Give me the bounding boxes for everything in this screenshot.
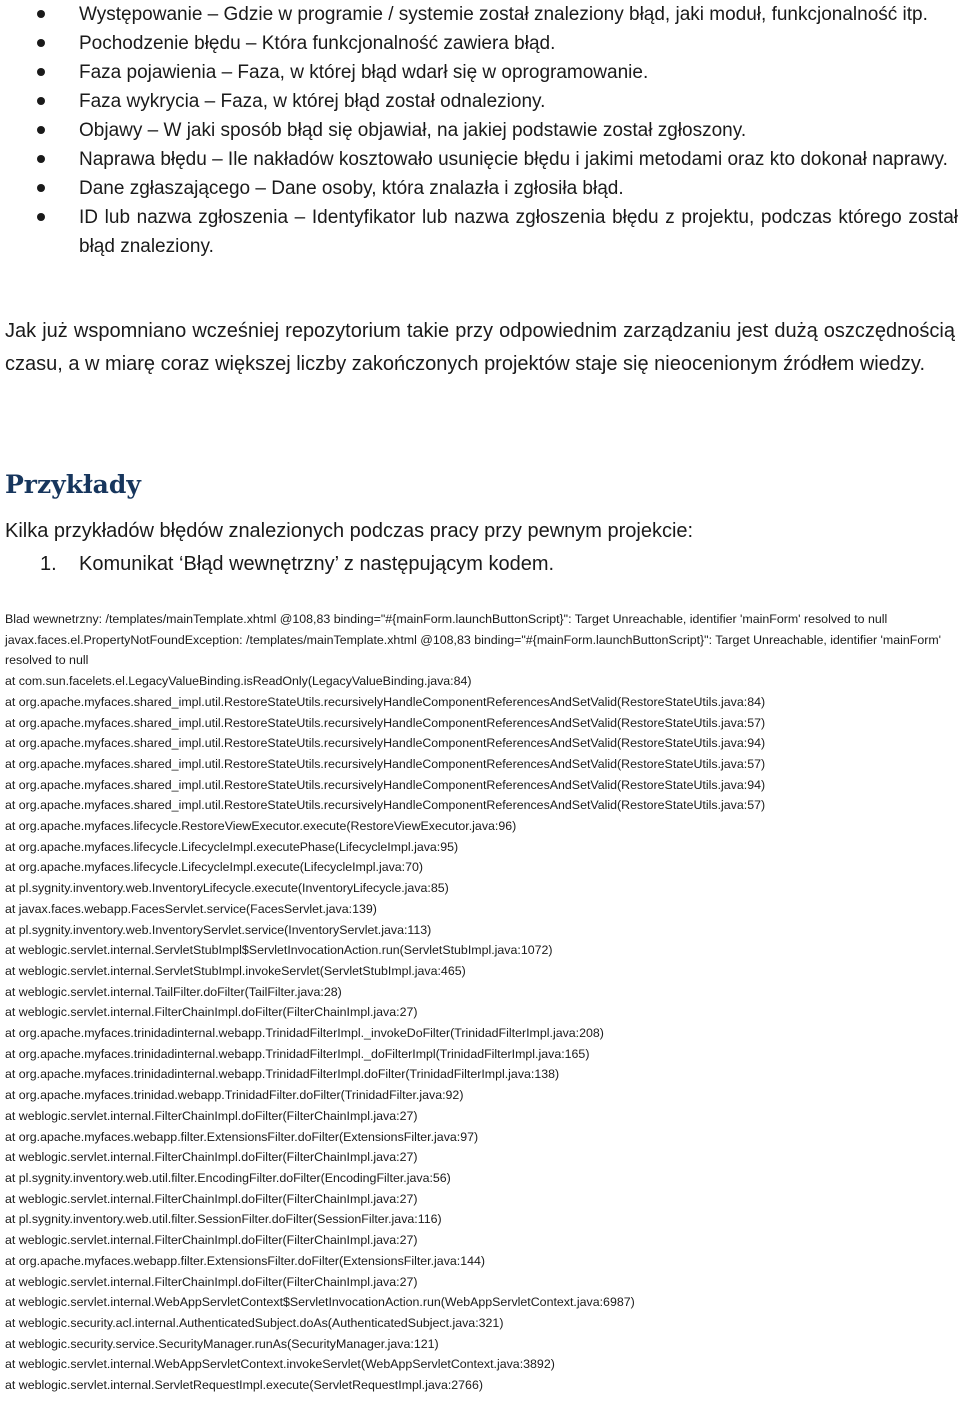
trace-line: javax.faces.el.PropertyNotFoundException: /templates/mainTemplate.xhtml @108,83 binding="#{mainForm.launchButtonScript}": Target Unreachable, identifier 'mainForm' resolved to null (5, 632, 942, 668)
numbered-item (40, 550, 554, 578)
trace-line: at weblogic.servlet.internal.FilterChainImpl.doFilter(FilterChainImpl.java:27) (5, 1150, 418, 1165)
bullet-icon (37, 39, 45, 47)
trace-line: at pl.sygnity.inventory.web.util.filter.SessionFilter.doFilter(SessionFilter.java:116) (5, 1212, 442, 1227)
section-intro: Kilka przykładów błędów znalezionych podczas pracy przy pewnym projekcie: (5, 520, 694, 542)
trace-line: at weblogic.servlet.internal.FilterChainImpl.doFilter(FilterChainImpl.java:27) (5, 1274, 418, 1289)
trace-line: at pl.sygnity.inventory.web.InventoryLifecycle.execute(InventoryLifecycle.java:85) (5, 881, 449, 896)
trace-line: at weblogic.servlet.internal.WebAppServletContext$ServletInvocationAction.run(WebAppServletContext.java:6987) (5, 1295, 635, 1310)
trace-line: at com.sun.facelets.el.LegacyValueBinding.isReadOnly(LegacyValueBinding.java:84) (5, 674, 472, 689)
trace-line: at org.apache.myfaces.lifecycle.RestoreViewExecutor.execute(RestoreViewExecutor.java:96) (5, 819, 517, 834)
trace-line: at org.apache.myfaces.shared_impl.util.RestoreStateUtils.recursivelyHandleComponentReferencesAndSetValid(RestoreStateUtils.java:57) (5, 715, 766, 730)
list-item-text: Pochodzenie błędu – Która funkcjonalność zawiera błąd. (79, 33, 556, 54)
body-paragraph: Jak już wspomniano wcześniej repozytorium takie przy odpowiednim zarządzaniu jest dużą oszczędnością czasu, a w miarę coraz większej liczby zakończonych projektów staje się nieocenionym źródłem wiedzy. (5, 320, 955, 375)
list-item (0, 174, 960, 203)
trace-line: at org.apache.myfaces.shared_impl.util.RestoreStateUtils.recursivelyHandleComponentReferencesAndSetValid(RestoreStateUtils.java:57) (5, 756, 766, 771)
trace-line: at org.apache.myfaces.shared_impl.util.RestoreStateUtils.recursivelyHandleComponentReferencesAndSetValid(RestoreStateUtils.java:57) (5, 798, 766, 813)
bullet-icon (37, 68, 45, 76)
list-item (0, 203, 960, 261)
stack-trace (5, 609, 955, 1396)
bullet-icon (37, 10, 45, 18)
list-item-text: Faza wykrycia – Faza, w której błąd został odnaleziony. (79, 91, 546, 112)
trace-line: at org.apache.myfaces.shared_impl.util.RestoreStateUtils.recursivelyHandleComponentReferencesAndSetValid(RestoreStateUtils.java:84) (5, 694, 766, 709)
trace-line: at weblogic.servlet.internal.FilterChainImpl.doFilter(FilterChainImpl.java:27) (5, 1108, 418, 1123)
list-item-text: Objawy – W jaki sposób błąd się objawiał, na jakiej podstawie został zgłoszony. (79, 120, 747, 141)
trace-line: at org.apache.myfaces.trinidadinternal.webapp.TrinidadFilterImpl._invokeDoFilter(TrinidadFilterImpl.java:208) (5, 1026, 604, 1041)
list-item (0, 58, 960, 87)
list-item (0, 116, 960, 145)
section-heading: Przykłady (5, 470, 141, 499)
list-item (0, 29, 960, 58)
trace-line: at weblogic.servlet.internal.FilterChainImpl.doFilter(FilterChainImpl.java:27) (5, 1191, 418, 1206)
list-item (0, 0, 960, 29)
list-item-text: Naprawa błędu – Ile nakładów kosztowało usunięcie błędu i jakimi metodami oraz kto dokonał naprawy. (79, 149, 948, 170)
trace-line: at weblogic.servlet.internal.ServletStubImpl.invokeServlet(ServletStubImpl.java:465) (5, 963, 466, 978)
trace-line: at org.apache.myfaces.trinidadinternal.webapp.TrinidadFilterImpl.doFilter(TrinidadFilterImpl.java:138) (5, 1067, 560, 1082)
list-item-text: Dane zgłaszającego – Dane osoby, która znalazła i zgłosiła błąd. (79, 178, 624, 199)
trace-line: at weblogic.security.service.SecurityManager.runAs(SecurityManager.java:121) (5, 1336, 439, 1351)
list-item (0, 145, 960, 174)
list-item-text: Występowanie – Gdzie w programie / systemie został znaleziony błąd, jaki moduł, funkcjonalność itp. (79, 4, 928, 25)
trace-line: at org.apache.myfaces.lifecycle.LifecycleImpl.executePhase(LifecycleImpl.java:95) (5, 839, 459, 854)
item-number: 1. (40, 553, 57, 575)
trace-line: at weblogic.servlet.internal.ServletRequestImpl.execute(ServletRequestImpl.java:2766) (5, 1378, 483, 1393)
bullet-icon (37, 155, 45, 163)
trace-line: at org.apache.myfaces.webapp.filter.ExtensionsFilter.doFilter(ExtensionsFilter.java:144) (5, 1253, 486, 1268)
trace-line: at org.apache.myfaces.trinidadinternal.webapp.TrinidadFilterImpl._doFilterImpl(TrinidadFilterImpl.java:165) (5, 1046, 590, 1061)
bullet-icon (37, 97, 45, 105)
trace-line: at org.apache.myfaces.webapp.filter.ExtensionsFilter.doFilter(ExtensionsFilter.java:97) (5, 1129, 479, 1144)
bullet-icon (37, 126, 45, 134)
trace-line: at pl.sygnity.inventory.web.InventoryServlet.service(InventoryServlet.java:113) (5, 922, 432, 937)
trace-line: at org.apache.myfaces.lifecycle.LifecycleImpl.execute(LifecycleImpl.java:70) (5, 860, 424, 875)
item-text: Komunikat ‘Błąd wewnętrzny’ z następującym kodem. (79, 553, 555, 575)
trace-line: at org.apache.myfaces.shared_impl.util.RestoreStateUtils.recursivelyHandleComponentReferencesAndSetValid(RestoreStateUtils.java:94) (5, 777, 766, 792)
trace-line: at org.apache.myfaces.shared_impl.util.RestoreStateUtils.recursivelyHandleComponentReferencesAndSetValid(RestoreStateUtils.java:94) (5, 736, 766, 751)
trace-line: at weblogic.servlet.internal.WebAppServletContext.invokeServlet(WebAppServletContext.java:3892) (5, 1357, 555, 1372)
trace-line: at weblogic.servlet.internal.FilterChainImpl.doFilter(FilterChainImpl.java:27) (5, 1233, 418, 1248)
trace-line: Blad wewnetrzny: /templates/mainTemplate.xhtml @108,83 binding="#{mainForm.launchButtonScript}": Target Unreachable, identifier 'mainForm' resolved to null (5, 612, 888, 626)
trace-line: at weblogic.servlet.internal.ServletStubImpl$ServletInvocationAction.run(ServletStubImpl.java:1072) (5, 943, 553, 958)
trace-line: at weblogic.security.acl.internal.AuthenticatedSubject.doAs(AuthenticatedSubject.java:321) (5, 1315, 504, 1330)
trace-line: at weblogic.servlet.internal.FilterChainImpl.doFilter(FilterChainImpl.java:27) (5, 1005, 418, 1020)
bullet-icon (37, 184, 45, 192)
trace-line: at pl.sygnity.inventory.web.util.filter.EncodingFilter.doFilter(EncodingFilter.java:56) (5, 1170, 451, 1185)
trace-line: at weblogic.servlet.internal.TailFilter.doFilter(TailFilter.java:28) (5, 984, 342, 999)
bullet-icon (37, 213, 45, 221)
list-item (0, 87, 960, 116)
trace-line: at javax.faces.webapp.FacesServlet.service(FacesServlet.java:139) (5, 901, 377, 916)
list-item-text: ID lub nazwa zgłoszenia – Identyfikator lub nazwa zgłoszenia błędu z projektu, podczas którego został błąd znaleziony. (79, 207, 958, 257)
list-item-text: Faza pojawienia – Faza, w której błąd wdarł się w oprogramowanie. (79, 62, 649, 83)
bullet-list (0, 0, 960, 261)
trace-line: at org.apache.myfaces.trinidad.webapp.TrinidadFilter.doFilter(TrinidadFilter.java:92) (5, 1088, 464, 1103)
